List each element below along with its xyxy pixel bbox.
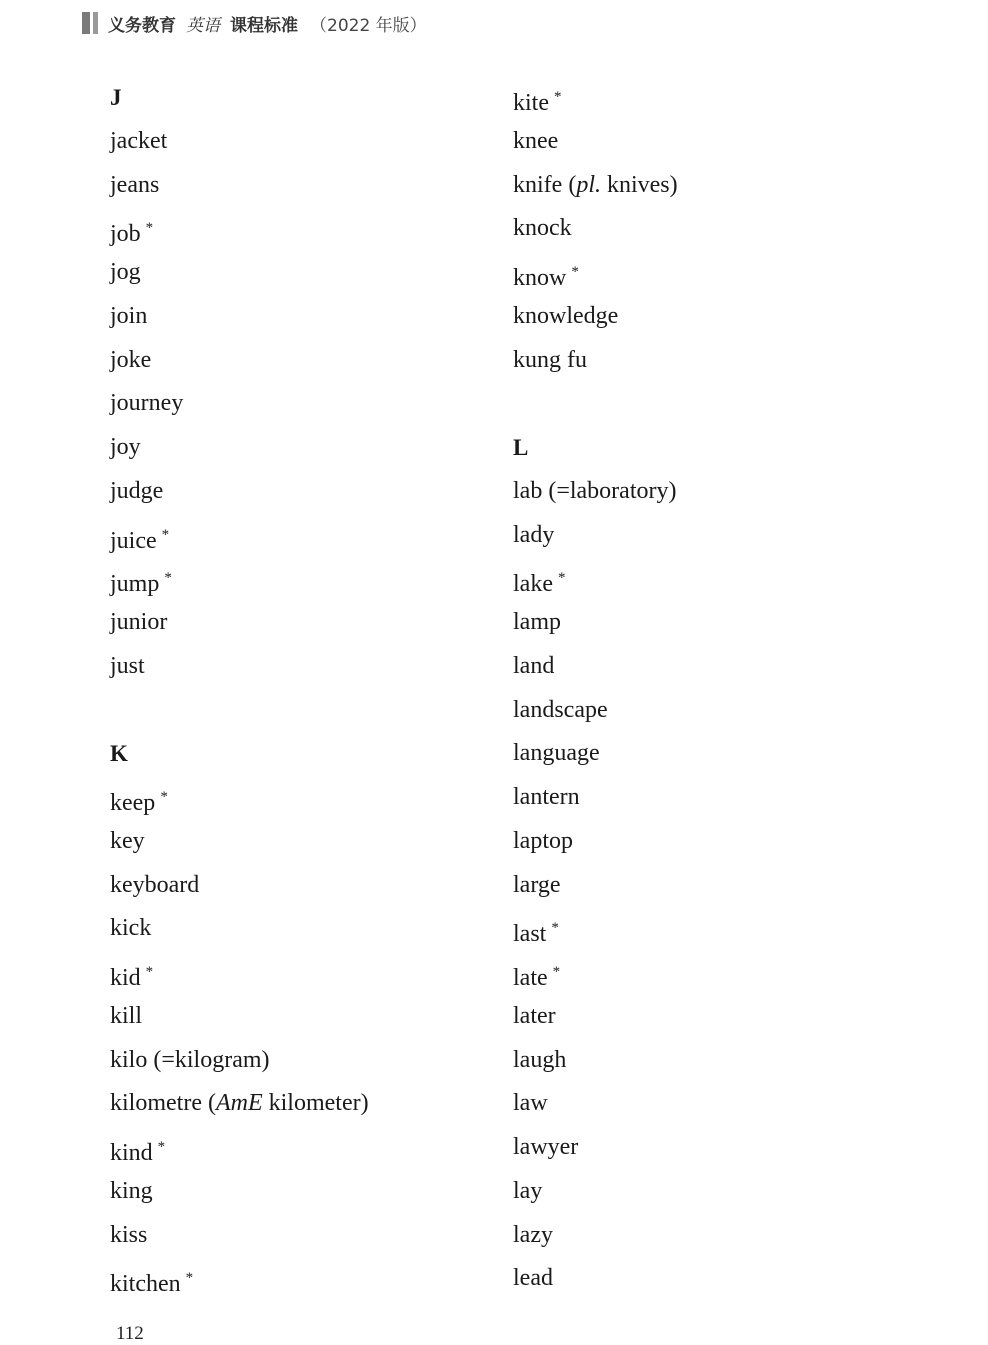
vocab-entry <box>513 1126 678 1170</box>
asterisk-mark: * <box>185 1270 194 1287</box>
vocab-word: jacket <box>110 127 168 154</box>
vocab-word: keyboard <box>110 871 200 898</box>
vocab-entry <box>110 820 369 864</box>
vocab-entry <box>110 1214 369 1258</box>
vocab-entry <box>513 251 678 295</box>
asterisk-mark: * <box>554 89 562 105</box>
vocab-entry <box>110 339 369 383</box>
vocab-word: jeans <box>110 171 160 198</box>
subject-title: 英语 <box>186 15 220 36</box>
vocab-word: landscape <box>513 696 608 723</box>
vocab-entry <box>513 1214 678 1258</box>
vocab-entry <box>513 732 678 776</box>
vocab-entry <box>513 864 678 908</box>
vocab-note-open: ( <box>562 171 577 198</box>
vocab-word: lazy <box>513 1221 553 1248</box>
vocab-word: joke <box>110 346 152 373</box>
vocab-entry <box>110 907 369 951</box>
vocab-note-label: AmE <box>215 1090 263 1117</box>
vocab-word: law <box>513 1090 548 1117</box>
vocab-word: lake <box>513 571 553 598</box>
vocab-word: last <box>513 921 547 948</box>
vocab-entry <box>110 557 369 601</box>
vocab-entry <box>110 1170 369 1214</box>
edition-label: （2022 年版） <box>310 15 427 36</box>
vocab-word: J <box>110 85 122 110</box>
book-title: 义务教育 <box>108 15 176 36</box>
vocab-word: kiss <box>110 1221 148 1248</box>
vocab-entry <box>110 251 369 295</box>
vocab-entry <box>513 207 678 251</box>
vocab-entry <box>513 120 678 164</box>
vocab-word: lab (=laboratory) <box>513 477 677 504</box>
asterisk-mark: * <box>164 570 172 587</box>
vocab-word: knee <box>513 127 559 154</box>
vocab-word: know <box>513 265 567 291</box>
vocab-word: joy <box>110 434 141 460</box>
vocab-word: laugh <box>513 1046 567 1073</box>
vocab-word: kick <box>110 915 152 942</box>
asterisk-mark: * <box>571 264 579 280</box>
vocab-word: later <box>513 1002 556 1029</box>
vocab-entry <box>513 339 678 383</box>
header-bar-icon <box>82 12 90 34</box>
vocab-entry <box>513 689 678 733</box>
vocab-word: laptop <box>513 827 573 854</box>
vocab-word: knowledge <box>513 302 619 329</box>
vocab-word: judge <box>110 477 164 504</box>
vocab-word: large <box>513 871 561 898</box>
vocab-entry <box>513 1170 678 1214</box>
section-letter <box>110 732 369 776</box>
vocab-entry <box>110 164 369 208</box>
vocab-entry <box>513 514 678 558</box>
vocab-entry <box>110 207 369 251</box>
vocab-entry <box>110 645 369 689</box>
vocab-entry <box>110 295 369 339</box>
vocab-note: knives) <box>600 171 678 198</box>
vocab-word: kitchen <box>110 1271 181 1298</box>
vocab-entry <box>110 864 369 908</box>
vocab-entry <box>513 1039 678 1083</box>
vocab-word: lead <box>513 1265 553 1292</box>
spacer <box>513 382 678 426</box>
vocab-word: kilo (=kilogram) <box>110 1046 270 1073</box>
vocab-word: job <box>110 221 141 248</box>
section-letter <box>110 76 369 120</box>
vocab-word: late <box>513 965 548 991</box>
vocab-entry <box>513 601 678 645</box>
vocab-word: junior <box>110 609 168 635</box>
vocab-entry <box>513 470 678 514</box>
vocab-word: join <box>110 302 148 329</box>
asterisk-mark: * <box>161 526 170 543</box>
vocab-entry <box>110 1257 369 1301</box>
vocab-word: just <box>110 652 145 679</box>
vocab-note-open: ( <box>201 1090 216 1117</box>
vocab-note: kilometer) <box>262 1090 369 1117</box>
vocab-word: land <box>513 652 555 679</box>
asterisk-mark: * <box>145 964 154 980</box>
section-letter <box>513 426 678 470</box>
running-header <box>82 10 427 36</box>
vocab-word: lady <box>513 521 555 548</box>
vocab-entry <box>513 645 678 689</box>
vocabulary-column-left <box>110 76 369 1301</box>
vocab-entry <box>513 164 678 208</box>
vocab-entry <box>110 951 369 995</box>
asterisk-mark: * <box>157 1139 166 1155</box>
vocab-entry <box>110 995 369 1039</box>
vocab-entry <box>110 1039 369 1083</box>
vocab-word: kung fu <box>513 346 587 373</box>
vocab-word: lamp <box>513 609 561 635</box>
vocab-word: kill <box>110 1002 143 1029</box>
vocab-word: kilometre <box>110 1090 202 1117</box>
asterisk-mark: * <box>552 964 561 980</box>
vocab-entry <box>110 470 369 514</box>
vocab-word: K <box>110 741 128 767</box>
asterisk-mark: * <box>160 789 168 805</box>
vocab-entry <box>513 557 678 601</box>
vocab-entry <box>513 951 678 995</box>
spacer <box>110 689 369 733</box>
vocabulary-column-right <box>513 76 678 1301</box>
vocab-entry <box>110 1082 369 1126</box>
standard-title: 课程标准 <box>230 15 298 36</box>
vocab-entry <box>513 1082 678 1126</box>
vocab-word: L <box>513 435 529 460</box>
vocab-entry <box>110 776 369 820</box>
vocab-entry <box>110 514 369 558</box>
vocab-word: knife <box>513 171 563 198</box>
vocab-word: kind <box>110 1140 153 1166</box>
asterisk-mark: * <box>145 220 154 237</box>
vocab-entry <box>513 995 678 1039</box>
vocab-word: language <box>513 740 600 767</box>
vocab-word: journey <box>110 390 184 417</box>
vocab-note-label: pl. <box>576 171 601 198</box>
vocab-entry <box>513 907 678 951</box>
vocab-word: king <box>110 1177 153 1204</box>
asterisk-mark: * <box>557 570 566 587</box>
vocab-entry <box>110 1126 369 1170</box>
vocab-word: keep <box>110 790 156 816</box>
vocab-entry <box>513 1257 678 1301</box>
vocab-entry <box>110 601 369 645</box>
vocab-entry <box>513 776 678 820</box>
vocab-word: kite <box>513 90 549 116</box>
vocab-entry <box>513 295 678 339</box>
vocab-word: lay <box>513 1177 543 1204</box>
vocab-word: knock <box>513 215 572 242</box>
vocab-word: lawyer <box>513 1134 579 1160</box>
vocab-entry <box>513 76 678 120</box>
vocab-entry <box>110 426 369 470</box>
vocab-entry <box>110 120 369 164</box>
vocab-word: jump <box>110 571 160 598</box>
vocab-word: jog <box>110 259 141 285</box>
vocab-entry <box>110 382 369 426</box>
asterisk-mark: * <box>551 920 559 937</box>
vocab-word: kid <box>110 965 141 991</box>
vocab-word: juice <box>110 527 157 554</box>
vocab-word: key <box>110 827 145 854</box>
vocab-entry <box>513 820 678 864</box>
page-number: 112 <box>116 1323 144 1344</box>
header-bar-icon <box>93 12 98 34</box>
vocab-word: lantern <box>513 784 580 810</box>
